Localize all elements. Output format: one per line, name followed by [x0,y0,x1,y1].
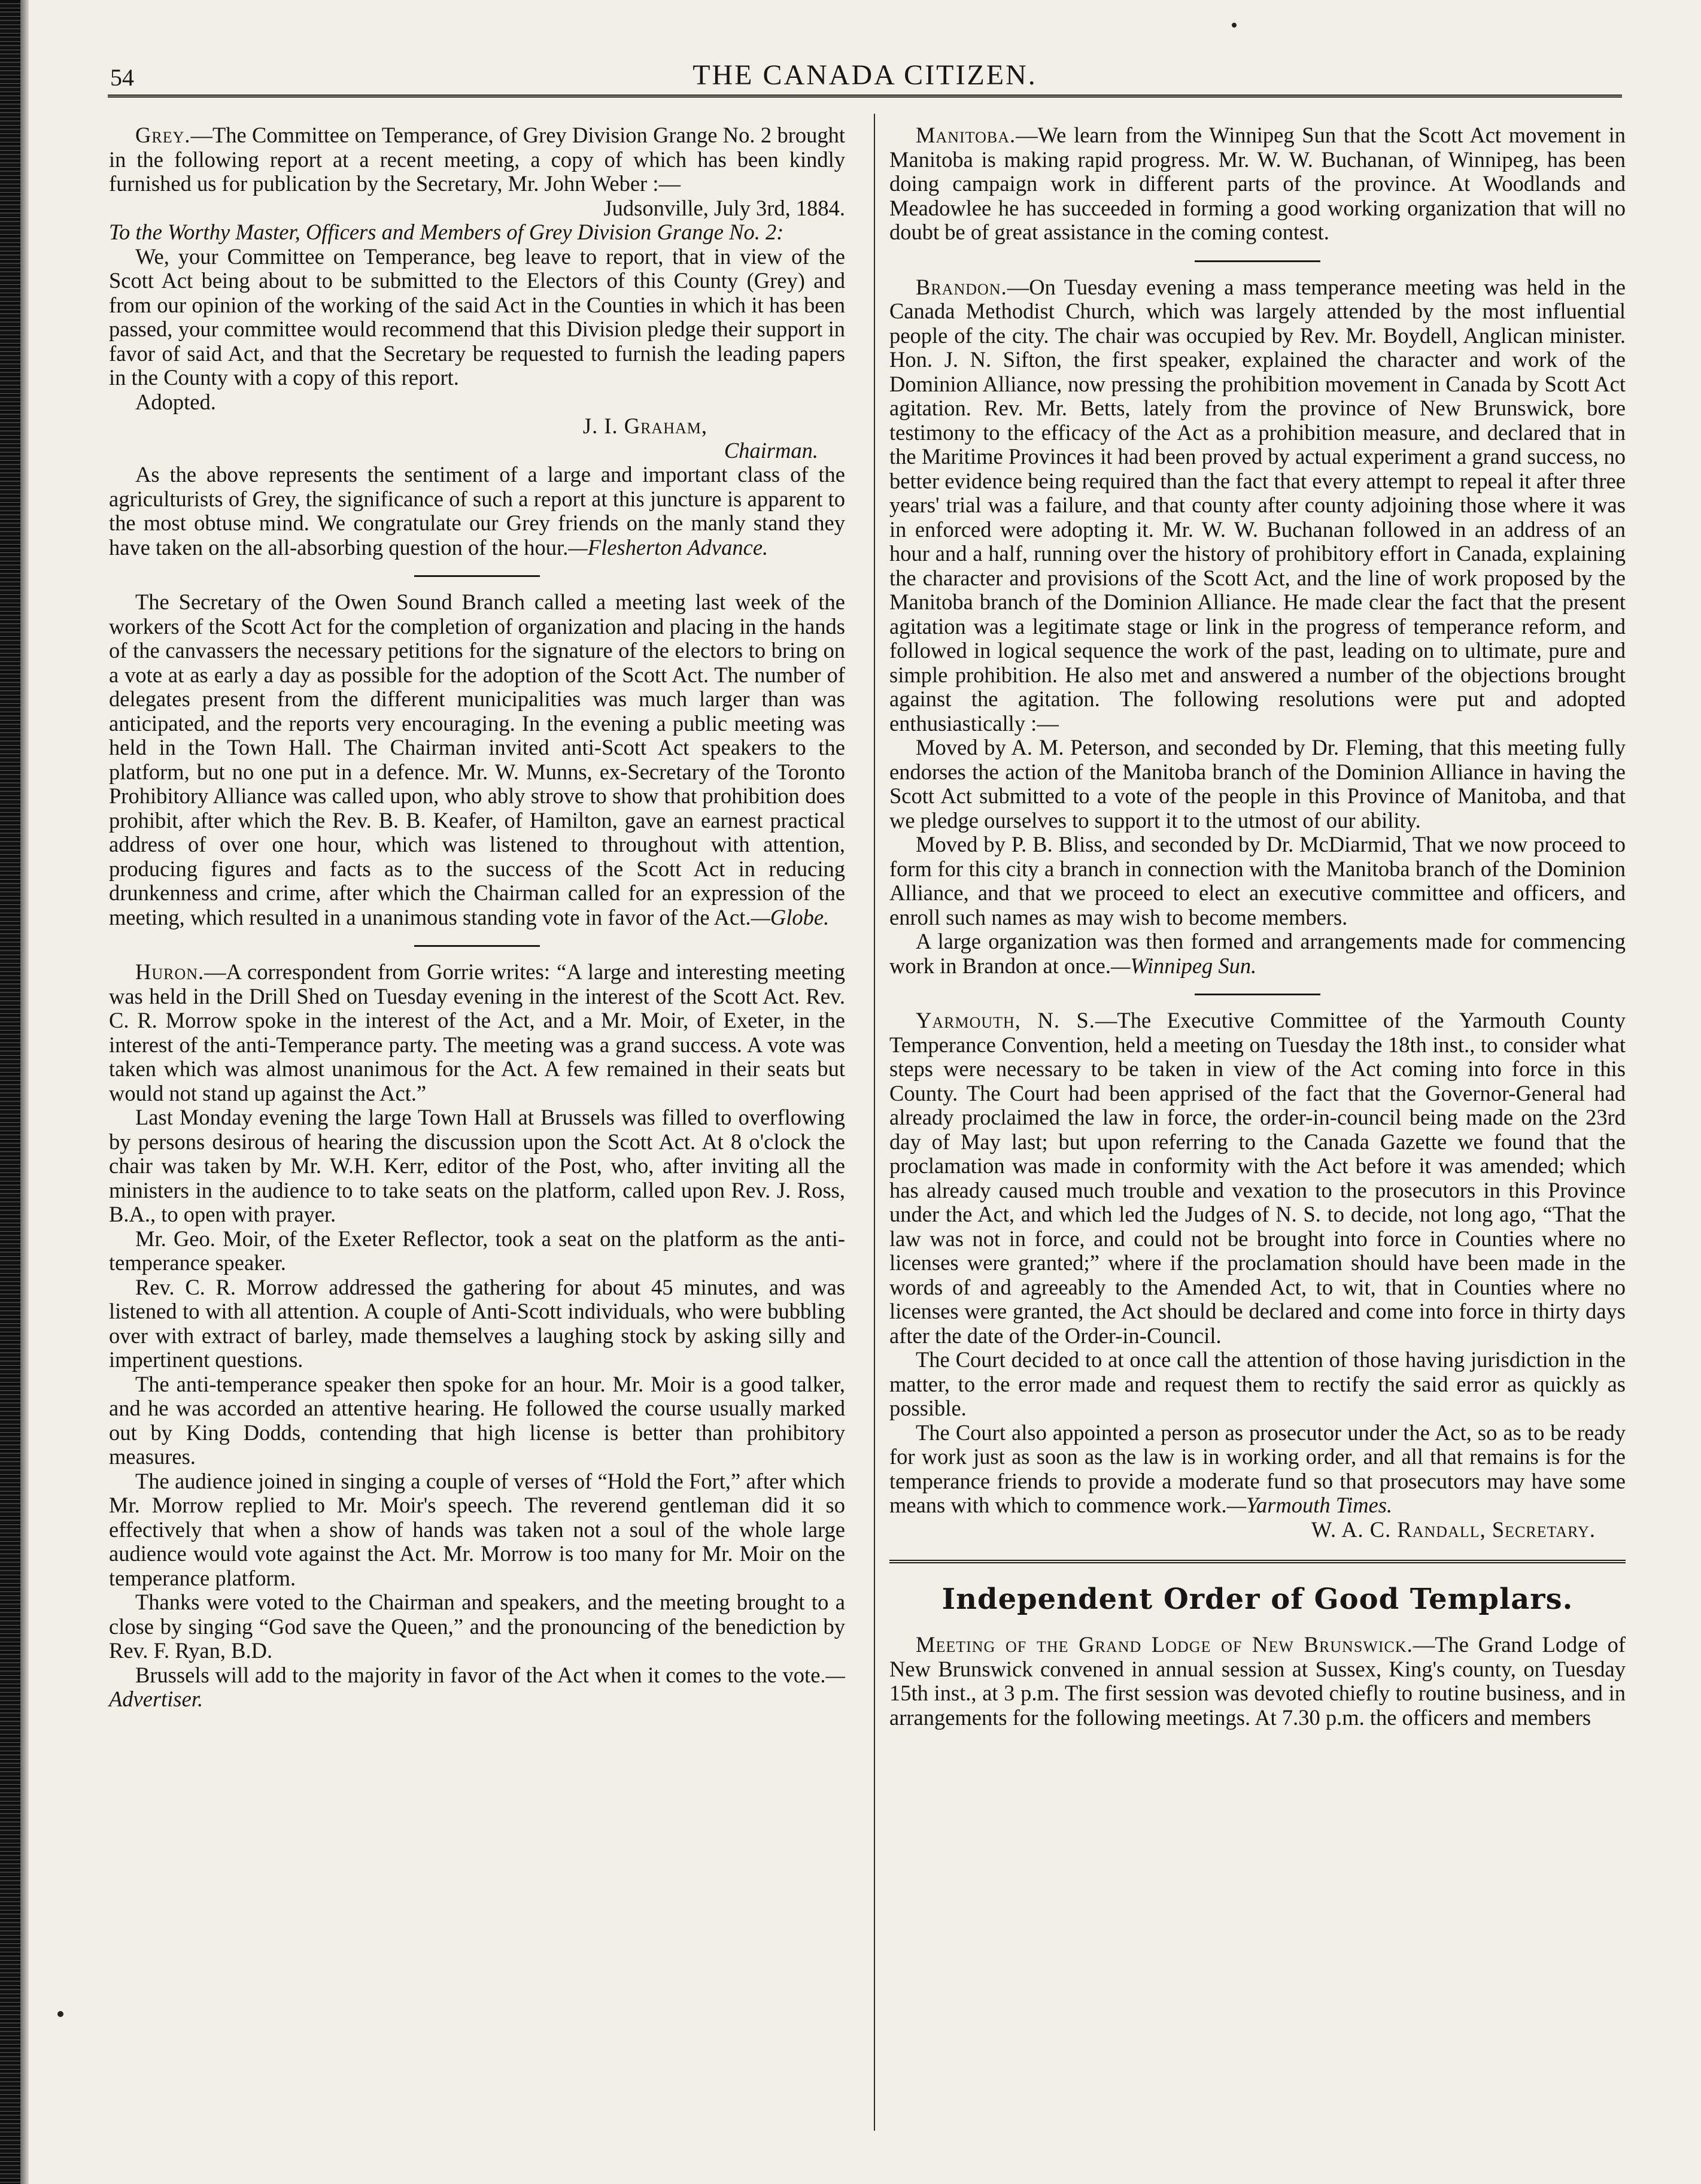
left-column [109,123,845,1712]
paragraph: —We learn from the Winnipeg Sun that the Scott Act movement in Manitoba is making rapid progress. Mr. W. W. Buchanan, of Winnipeg, has been doing campaign work in different parts of the province. At Woodlands and Meadowlee he has succeeded in forming a good working organization that will no doubt be of great assistance in the coming contest. [889,123,1626,244]
paragraph: As the above represents the sentiment of a large and important class of the agriculturists of Grey, the significance of such a report at this juncture is apparent to the most obtuse mind. We congratulate our Grey friends on the manly stand they have taken on the all-absorbing question of the hour. [109,462,845,560]
paragraph: Last Monday evening the large Town Hall at Brussels was filled to overflowing by persons desirous of hearing the discussion upon the Scott Act. At 8 o'clock the chair was taken by Mr. W.H. Kerr, editor of the Post, who, after inviting all the ministers in the audience to to take seats on the platform, called upon Rev. J. Ross, B.A., to open with prayer. [109,1105,845,1226]
source-credit: —Globe. [751,904,830,930]
section-divider [414,575,540,577]
print-speck [1232,23,1237,28]
article-grand-lodge [889,1633,1626,1730]
print-speck [57,2011,63,2017]
article-grey [109,123,845,560]
paragraph: The Court also appointed a person as prosecutor under the Act, so as to be ready for work just as soon as the law is in working order, and all that remains is for the temperance friends to provide a moderate fund so that prosecutors may have some means with which to commence work. [889,1420,1626,1517]
section-divider [1195,260,1320,262]
paragraph: The audience joined in singing a couple of verses of “Hold the Fort,” after which Mr. Morrow replied to Mr. Moir's speech. The reverend gentleman did it so effectively that when a show of hands was taken not a soul of the whole large audience would vote against the Act. Mr. Morrow is too many for Mr. Moir on the temperance platform. [109,1468,845,1590]
column-divider [874,114,875,2131]
signature: J. I. Graham, [582,414,707,438]
section-divider [1195,994,1320,995]
article-brandon [889,275,1626,979]
article-yarmouth [889,1009,1626,1542]
paragraph: —On Tuesday evening a mass temperance meeting was held in the Canada Methodist Church, which was largely attended by the most influential people of the city. The chair was occupied by Rev. Mr. Boydell, Anglican minister. Hon. J. N. Sifton, the first speaker, explained the character and work of the Dominion Alliance, now pressing the prohibition movement in Canada by Scott Act agitation. Rev. Mr. Betts, lately from the province of New Brunswick, bore testimony to the efficacy of the Act as a prohibition measure, and declared that in the Maritime Provinces it had been proved by actual experiment a grand success, no better evidence being required than the fact that every attempt to repeal it after three years' trial was a failure, and that county after county adjoining those where it was in enforced were adopting it. Mr. W. W. Buchanan followed in an address of an hour and a half, running over the history of prohibitory effort in Canada, explaining the character and provisions of the Scott Act, and the line of work proposed by the Manitoba branch of the Dominion Alliance. He made clear the fact that the present agitation was a legitimate stage or link in the progress of temperance reform, and followed in logical sequence the work of the past, leading on to ultimate, pure and simple prohibition. He also met and answered a number of the objections brought against the agitation. The following resolutions were put and adopted enthusiastically :— [889,274,1626,736]
section-divider [414,945,540,947]
page-binding-shadow [20,0,29,2184]
article-lead: Grey. [135,123,191,147]
article-owen-sound [109,590,845,930]
paragraph: We, your Committee on Temperance, beg leave to report, that in view of the Scott Act being about to be submitted to the Electors of this County (Grey) and from our opinion of the working of the said Act in the Counties in which it has been passed, your committee would recommend that this Division pledge their support in favor of said Act, and that the Secretary be requested to furnish the leading papers in the County with a copy of this report. [109,244,845,390]
paragraph: Mr. Geo. Moir, of the Exeter Reflector, took a seat on the platform as the anti-temperance speaker. [109,1226,845,1275]
paragraph: The Court decided to at once call the attention of those having jurisdiction in the matter, to the error made and request them to rectify the said error as quickly as possible. [889,1347,1626,1420]
source-credit: —Flesherton Advance. [568,534,769,560]
paragraph: The anti-temperance speaker then spoke for an hour. Mr. Moir is a good talker, and he was accorded an attentive hearing. He followed the course usually marked out by King Dodds, contending that high license is better than prohibitory measures. [109,1371,845,1469]
paragraph: A large organization was then formed and arrangements made for commencing work in Brandon at once. [889,929,1626,978]
signature-title: Chairman. [724,438,818,463]
paragraph: —The Grand Lodge of New Brunswick convened in annual session at Sussex, King's county, on Tuesday 15th inst., at 3 p.m. The first session was devoted chiefly to routine business, and in arrangements for the following meetings. At 7.30 p.m. the officers and members [889,1632,1626,1730]
article-lead: Manitoba. [916,123,1016,147]
paragraph: —The Committee on Temperance, of Grey Division Grange No. 2 brought in the following report at a recent meeting, a copy of which has been kindly furnished us for publication by the Secretary, Mr. John Weber :— [109,123,845,196]
source-credit: —Yarmouth Times. [1226,1493,1393,1517]
right-column [889,123,1626,1730]
paragraph: Moved by A. M. Peterson, and seconded by Dr. Fleming, that this meeting fully endorses the action of the Manitoba branch of the Dominion Alliance in having the Scott Act submitted to a vote of the people in this Province of Manitoba, and that we pledge ourselves to support it to the utmost of our ability. [889,735,1626,833]
source-credit: —Winnipeg Sun. [1110,953,1257,978]
section-heading: Independent Order of Good Templars. [941,1582,1574,1616]
paragraph: —The Executive Committee of the Yarmouth County Temperance Convention, held a meeting on Tuesday the 18th inst., to consider what steps were necessary to be taken in view of the Act coming into force in this County. The Court had been apprised of the fact that the Governor-General had already proclaimed the law in force, the order-in-council being made on the 23rd day of May last; but upon referring to the Canada Gazette we found that the proclamation was made in conformity with the Act before it was amended; which has already caused much trouble and vexation to the prosecutors in this Province under the Act, and which led the Judges of N. S. to decide, not long ago, “That the law was not in force, and could not be brought into force in Counties where no licenses were granted;” where if the proclamation should have been made in the words of and agreeably to the Amended Act, to wit, that in Counties where no licenses were granted, the Act should be declared and come into force in thirty days after the date of the Order-in-Council. [889,1008,1626,1348]
running-title: THE CANADA CITIZEN. [692,59,1037,91]
header-rule [108,95,1622,100]
salutation: To the Worthy Master, Officers and Members of Grey Division Grange No. 2: [109,220,784,244]
page-header [108,53,1622,98]
paragraph: Rev. C. R. Morrow addressed the gathering for about 45 minutes, and was listened to with all attention. A couple of Anti-Scott individuals, who were bubbling over with extract of barley, made themselves a laughing stock by asking silly and impertinent questions. [109,1274,845,1372]
paragraph: Brussels will add to the majority in favor of the Act when it comes to the vote. [135,1662,826,1687]
dateline: Judsonville, July 3rd, 1884. [603,195,845,220]
signature: W. A. C. Randall, Secretary. [1311,1517,1596,1542]
section-rule [889,1560,1626,1566]
page-binding-edge [0,0,20,2184]
paragraph: Thanks were voted to the Chairman and speakers, and the meeting brought to a close by singing “God save the Queen,” and the pronouncing of the benediction by Rev. F. Ryan, B.D. [109,1590,845,1663]
adopted-line: Adopted. [135,389,216,414]
article-lead: Huron. [135,959,205,984]
page-number: 54 [110,64,134,91]
paragraph: The Secretary of the Owen Sound Branch called a meeting last week of the workers of the Scott Act for the completion of organization and placing in the hands of the canvassers the necessary petitions for the signature of the electors to bring on a vote at as early a day as possible for the adoption of the Scott Act. The number of delegates present from the different municipalities was much larger than was anticipated, and the reports very encouraging. In the evening a public meeting was held in the Town Hall. The Chairman invited anti-Scott Act speakers to the platform, but no one put in a defence. Mr. W. Munns, ex-Secretary of the Toronto Prohibitory Alliance was called upon, who ably strove to show that prohibition does prohibit, after which the Rev. B. B. Keafer, of Hamilton, gave an earnest practical address of over one hour, which was listened to throughout with attention, producing figures and facts as to the success of the Scott Act in reducing drunkenness and crime, after which the Chairman called for an expression of the meeting, which resulted in a unanimous standing vote in favor of the Act. [109,590,845,930]
article-lead: Brandon. [916,274,1007,299]
paragraph: —A correspondent from Gorrie writes: “A large and interesting meeting was held in the Drill Shed on Tuesday evening in the interest of the Scott Act. Rev. C. R. Morrow spoke in the interest of the Act, and a Mr. Moir, of Exeter, in the interest of the anti-Temperance party. The meeting was a grand success. A vote was taken which was almost unanimous for the Act. A few remained in their seats but would not stand up against the Act.” [109,959,845,1105]
article-lead: Meeting of the Grand Lodge of New Brunswick. [916,1632,1413,1657]
paragraph: Moved by P. B. Bliss, and seconded by Dr. McDiarmid, That we now proceed to form for this city a branch in connection with the Manitoba branch of the Dominion Alliance, and that we proceed to elect an executive committee and officers, and enroll such names as may wish to become members. [889,832,1626,930]
source-credit: —Advertiser. [109,1662,845,1711]
article-lead: Yarmouth, N. S. [916,1008,1095,1032]
article-manitoba [889,123,1626,245]
article-huron [109,960,845,1712]
